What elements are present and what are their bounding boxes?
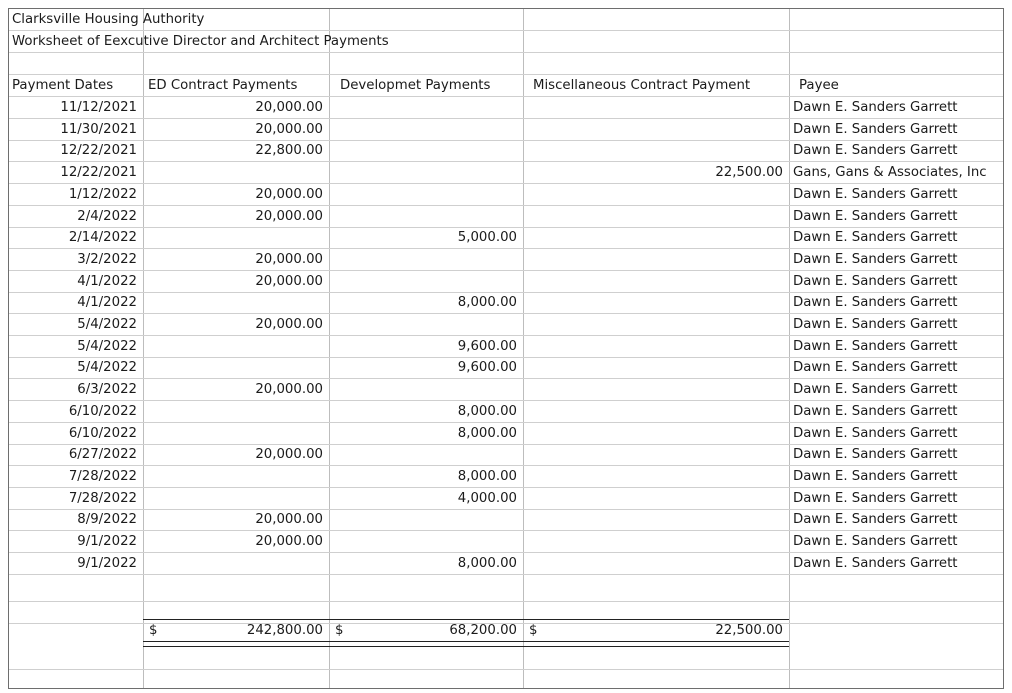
table-row <box>9 227 1003 249</box>
payee-cell: Dawn E. Sanders Garrett <box>793 339 958 354</box>
development-payment-cell <box>329 184 523 205</box>
table-row <box>9 97 1003 119</box>
payee-cell: Dawn E. Sanders Garrett <box>793 252 958 267</box>
payee-cell: Dawn E. Sanders Garrett <box>793 360 958 375</box>
payee-cell: Dawn E. Sanders Garrett <box>793 534 958 549</box>
payment-date-cell: 9/1/2022 <box>77 534 137 549</box>
misc-payment-cell <box>523 553 789 574</box>
ed-payment-cell <box>143 488 329 509</box>
misc-payment-cell <box>523 271 789 292</box>
payment-date-cell: 7/28/2022 <box>68 469 137 484</box>
payee-cell: Dawn E. Sanders Garrett <box>793 404 958 419</box>
misc-payment-cell <box>523 336 789 357</box>
ed-payment-cell <box>143 227 329 248</box>
payee-cell: Dawn E. Sanders Garrett <box>793 230 958 245</box>
title-row <box>9 9 1003 31</box>
payment-date-cell: 5/4/2022 <box>77 317 137 332</box>
misc-payment-cell <box>523 314 789 335</box>
development-payment-cell <box>329 140 523 161</box>
sheet-subtitle: Worksheet of Eexcutive Director and Architect Payments <box>12 34 389 49</box>
misc-payment-cell <box>523 531 789 552</box>
table-row <box>9 184 1003 206</box>
payee-cell: Dawn E. Sanders Garrett <box>793 143 958 158</box>
payee-cell: Dawn E. Sanders Garrett <box>793 512 958 527</box>
header-payee: Payee <box>799 78 839 93</box>
misc-payment-cell <box>523 227 789 248</box>
payee-cell: Dawn E. Sanders Garrett <box>793 122 958 137</box>
header-row <box>9 75 1003 97</box>
development-payment-cell: 8,000.00 <box>457 295 517 310</box>
payee-cell: Dawn E. Sanders Garrett <box>793 382 958 397</box>
header-payment-dates: Payment Dates <box>12 78 114 93</box>
misc-payment-cell <box>523 509 789 530</box>
ed-payment-cell <box>143 336 329 357</box>
payment-date-cell: 2/14/2022 <box>68 230 137 245</box>
payment-date-cell: 12/22/2021 <box>60 143 137 158</box>
misc-payment-cell <box>523 423 789 444</box>
totals-row <box>9 620 1003 641</box>
table-row <box>9 119 1003 141</box>
table-row <box>9 292 1003 314</box>
table-row <box>9 509 1003 531</box>
misc-payment-cell <box>523 292 789 313</box>
payee-cell: Dawn E. Sanders Garrett <box>793 556 958 571</box>
payment-date-cell: 6/10/2022 <box>68 404 137 419</box>
misc-payment-cell <box>523 119 789 140</box>
table-row <box>9 488 1003 510</box>
total-misc-cell <box>523 620 789 641</box>
payment-date-cell: 6/3/2022 <box>77 382 137 397</box>
payee-cell: Dawn E. Sanders Garrett <box>793 100 958 115</box>
table-row <box>9 401 1003 423</box>
ed-payment-cell: 20,000.00 <box>255 100 323 115</box>
payment-date-cell: 1/12/2022 <box>68 187 137 202</box>
spreadsheet <box>8 8 1004 689</box>
table-row <box>9 249 1003 271</box>
ed-payment-cell <box>143 423 329 444</box>
total-dev-value: 68,200.00 <box>449 623 517 638</box>
payment-date-cell: 6/10/2022 <box>68 426 137 441</box>
development-payment-cell <box>329 509 523 530</box>
payee-cell: Dawn E. Sanders Garrett <box>793 295 958 310</box>
payee-cell: Dawn E. Sanders Garrett <box>793 426 958 441</box>
payment-date-cell: 5/4/2022 <box>77 339 137 354</box>
misc-payment-cell <box>523 97 789 118</box>
blank-row <box>9 53 1003 75</box>
header-ed-contract-payments: ED Contract Payments <box>148 78 298 93</box>
table-row <box>9 271 1003 293</box>
ed-payment-cell: 20,000.00 <box>255 382 323 397</box>
misc-payment-cell: 22,500.00 <box>715 165 783 180</box>
header-misc-contract-payment: Miscellaneous Contract Payment <box>533 78 751 93</box>
misc-payment-cell <box>523 184 789 205</box>
blank-row <box>9 669 1003 690</box>
currency-symbol: $ <box>529 623 538 638</box>
ed-payment-cell <box>143 553 329 574</box>
total-misc-value: 22,500.00 <box>715 623 783 638</box>
table-row <box>9 444 1003 466</box>
payee-cell: Gans, Gans & Associates, Inc <box>793 165 987 180</box>
total-dev-cell <box>329 620 523 641</box>
misc-payment-cell <box>523 249 789 270</box>
ed-payment-cell <box>143 357 329 378</box>
header-development-payments: Developmet Payments <box>340 78 491 93</box>
payee-cell: Dawn E. Sanders Garrett <box>793 187 958 202</box>
development-payment-cell <box>329 531 523 552</box>
payee-cell: Dawn E. Sanders Garrett <box>793 274 958 289</box>
development-payment-cell: 8,000.00 <box>457 469 517 484</box>
payment-date-cell: 4/1/2022 <box>77 274 137 289</box>
ed-payment-cell <box>143 162 329 183</box>
development-payment-cell <box>329 97 523 118</box>
table-row <box>9 314 1003 336</box>
ed-payment-cell: 20,000.00 <box>255 122 323 137</box>
development-payment-cell: 8,000.00 <box>457 556 517 571</box>
payee-cell: Dawn E. Sanders Garrett <box>793 447 958 462</box>
table-row <box>9 336 1003 358</box>
ed-payment-cell: 22,800.00 <box>255 143 323 158</box>
table-row <box>9 423 1003 445</box>
table-row <box>9 206 1003 228</box>
table-row <box>9 466 1003 488</box>
payment-date-cell: 3/2/2022 <box>77 252 137 267</box>
payment-date-cell: 11/12/2021 <box>60 100 137 115</box>
blank-row <box>9 580 1003 602</box>
development-payment-cell: 4,000.00 <box>457 491 517 506</box>
ed-payment-cell: 20,000.00 <box>255 534 323 549</box>
misc-payment-cell <box>523 401 789 422</box>
payment-date-cell: 7/28/2022 <box>68 491 137 506</box>
ed-payment-cell: 20,000.00 <box>255 209 323 224</box>
blank-row <box>9 648 1003 670</box>
ed-payment-cell: 20,000.00 <box>255 187 323 202</box>
ed-payment-cell: 20,000.00 <box>255 512 323 527</box>
development-payment-cell <box>329 271 523 292</box>
table-row <box>9 357 1003 379</box>
misc-payment-cell <box>523 466 789 487</box>
total-ed-value: 242,800.00 <box>246 623 323 638</box>
development-payment-cell: 5,000.00 <box>457 230 517 245</box>
development-payment-cell: 8,000.00 <box>457 426 517 441</box>
misc-payment-cell <box>523 444 789 465</box>
development-payment-cell <box>329 314 523 335</box>
currency-symbol: $ <box>149 623 158 638</box>
misc-payment-cell <box>523 206 789 227</box>
misc-payment-cell <box>523 357 789 378</box>
payment-date-cell: 5/4/2022 <box>77 360 137 375</box>
ed-payment-cell <box>143 292 329 313</box>
subtitle-row <box>9 31 1003 53</box>
total-ed-cell <box>143 620 329 641</box>
development-payment-cell: 9,600.00 <box>457 339 517 354</box>
development-payment-cell: 8,000.00 <box>457 404 517 419</box>
development-payment-cell <box>329 444 523 465</box>
misc-payment-cell <box>523 140 789 161</box>
table-row <box>9 140 1003 162</box>
table-row <box>9 531 1003 553</box>
payment-date-cell: 9/1/2022 <box>77 556 137 571</box>
development-payment-cell <box>329 249 523 270</box>
development-payment-cell <box>329 119 523 140</box>
payee-cell: Dawn E. Sanders Garrett <box>793 491 958 506</box>
development-payment-cell: 9,600.00 <box>457 360 517 375</box>
payment-date-cell: 11/30/2021 <box>60 122 137 137</box>
ed-payment-cell: 20,000.00 <box>255 317 323 332</box>
payment-date-cell: 2/4/2022 <box>77 209 137 224</box>
totals-double-underline <box>143 641 789 647</box>
ed-payment-cell <box>143 401 329 422</box>
misc-payment-cell <box>523 379 789 400</box>
payee-cell: Dawn E. Sanders Garrett <box>793 317 958 332</box>
development-payment-cell <box>329 162 523 183</box>
development-payment-cell <box>329 206 523 227</box>
table-row <box>9 379 1003 401</box>
payee-cell: Dawn E. Sanders Garrett <box>793 209 958 224</box>
table-row <box>9 553 1003 575</box>
payment-date-cell: 4/1/2022 <box>77 295 137 310</box>
misc-payment-cell <box>523 488 789 509</box>
payment-date-cell: 6/27/2022 <box>68 447 137 462</box>
currency-symbol: $ <box>335 623 344 638</box>
payee-cell: Dawn E. Sanders Garrett <box>793 469 958 484</box>
ed-payment-cell: 20,000.00 <box>255 274 323 289</box>
ed-payment-cell: 20,000.00 <box>255 447 323 462</box>
payment-date-cell: 12/22/2021 <box>60 165 137 180</box>
ed-payment-cell <box>143 466 329 487</box>
table-row <box>9 162 1003 184</box>
development-payment-cell <box>329 379 523 400</box>
sheet-title: Clarksville Housing Authority <box>12 12 205 27</box>
ed-payment-cell: 20,000.00 <box>255 252 323 267</box>
payment-date-cell: 8/9/2022 <box>77 512 137 527</box>
